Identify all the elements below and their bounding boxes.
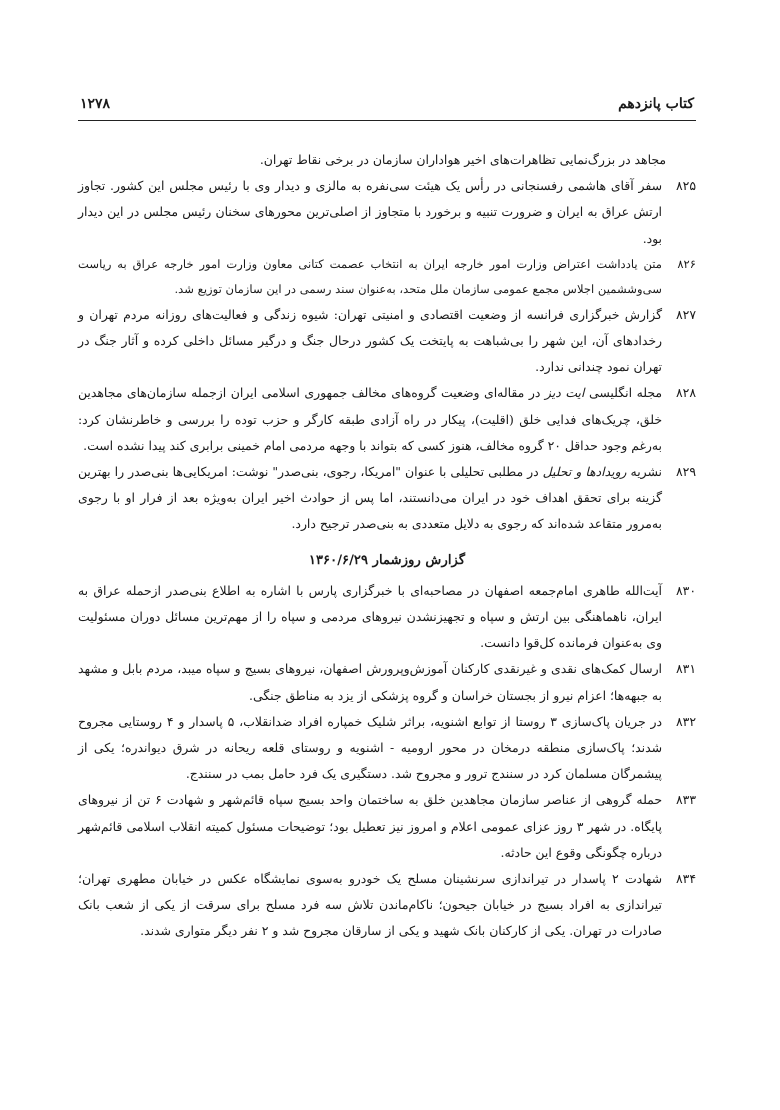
entry-text: در جریان پاک‌سازی ۳ روستا از توابع اشنویه، براثر شلیک خمپاره افراد ضدانقلاب، ۵ پاسدار و ۴ روستایی مجروح شدند؛ پاک‌سازی منطقه درمخان در محور ارومیه - اشنویه و روستای قلعه ریحانه در شرق دیواندره؛ یکی از پیشمرگان مسلمان کرد در سنندج ترور و مجروح شد. دستگیری یک فرد حامل بمب در سنندج.: [78, 713, 662, 782]
entry-number: ۸۳۰: [676, 582, 696, 598]
entry-text-before: نشریه: [626, 464, 662, 480]
publication-title: رویدادها و تحلیل: [542, 464, 627, 480]
page-number: ۱۲۷۸: [80, 96, 111, 112]
entry-number: ۸۳۱: [676, 661, 696, 677]
entry-833: [78, 787, 696, 866]
entry-832: [78, 709, 696, 788]
book-title: کتاب پانزدهم: [618, 96, 694, 112]
entry-text: گزارش خبرگزاری فرانسه از وضعیت اقتصادی و امنیتی تهران: شیوه زندگی و فعالیت‌های روزانه مردم تهران و رخدادهای آن، این شهر را بی‌شباهت به پایتخت یک کشور درحال جنگ و درگیر مسائل داخلی کرده و آثار جنگ در تهران نمود چندانی ندارد.: [78, 306, 662, 375]
entry-831: [78, 656, 696, 708]
entry-text: حمله گروهی از عناصر سازمان مجاهدین خلق به ساختمان واحد بسیج سپاه قائم‌شهر و شهادت ۶ تن از نیروهای پایگاه. در شهر ۳ روز عزای عمومی اعلام و امروز نیز تعطیل بود؛ توضیحات مسئول کمیته انقلاب اسلامی قائم‌شهر درباره چگونگی وقوع این حادثه.: [78, 792, 663, 860]
entry-number: ۸۲۸: [676, 385, 696, 401]
entry-825: [78, 173, 696, 252]
section-heading: گزارش روزشمار ۱۳۶۰/۶/۲۹: [308, 552, 466, 568]
entry-829: [78, 459, 696, 538]
page-header: [78, 88, 696, 121]
entry-830: [78, 578, 696, 657]
publication-title: ایت دیز: [544, 385, 585, 401]
entry-text: شهادت ۲ پاسدار در تیراندازی سرنشینان مسلح یک خودرو به‌سوی نمایشگاه عکس در خیابان مطهری تهران؛ تیراندازی به افراد بسیج در خیابان جیحون؛ ناکام‌ماندن تلاش سه فرد مسلح برای سرقت از یکی از شعب بانک صادرات در تهران. یکی از کارکنان بانک شهید و یکی از سارقان مجروح شد و ۲ نفر دیگر متواری شدند.: [78, 871, 662, 939]
entry-text: متن یادداشت اعتراض وزارت امور خارجه ایران به انتخاب عصمت کتانی معاون وزارت امور خارجه عراق به ریاست سی‌وششمین اجلاس مجمع عمومی سازمان ملل متحد، به‌عنوان سند رسمی در این سازمان توزیع شد.: [78, 256, 662, 296]
entry-text: [78, 380, 662, 459]
page-content: [78, 147, 696, 945]
entry-number: ۸۳۳: [676, 792, 696, 808]
entry-number: ۸۳۴: [676, 871, 696, 887]
entry-text: آیت‌الله طاهری امام‌جمعه اصفهان در مصاحبه‌ای با خبرگزاری پارس با اشاره به اطلاع بنی‌صدر ازحمله عراق به ایران، ناهماهنگی بین ارتش و سپاه و تجهیزنشدن نیروهای مردمی و سپاه را از مهم‌ترین مسائل دوران مسئولیت وی به‌عنوان فرمانده کل‌قوا دانست.: [78, 582, 662, 651]
entry-number: ۸۲۹: [676, 464, 696, 480]
entry-number: ۸۲۵: [676, 178, 696, 194]
entry-number: ۸۲۷: [676, 306, 696, 322]
entry-text: ارسال کمک‌های نقدی و غیرنقدی کارکنان آموزش‌وپرورش اصفهان، نیروهای بسیج و سپاه میبد، مردم بابل و مشهد به جبهه‌ها؛ اعزام نیرو از بجستان خراسان و گروه پزشکی از یزد به مناطق جنگی.: [78, 661, 662, 703]
entry-text-before: مجله انگلیسی: [584, 385, 662, 401]
continuation-paragraph: مجاهد در بزرگ‌نمایی تظاهرات‌های اخیر هواداران سازمان در برخی نقاط تهران.: [259, 152, 666, 167]
entry-827: [78, 302, 696, 381]
entry-number: ۸۳۲: [676, 713, 696, 729]
entry-826: [78, 252, 696, 302]
entry-text: [78, 459, 662, 538]
entry-text: سفر آقای هاشمی رفسنجانی در رأس یک هیئت سی‌نفره به مالزی و دیدار وی با رئیس مجلس این کشور. تجاوز ارتش عراق به ایران و ضرورت تنبیه و برخورد با متجاوز از اصلی‌ترین محورهای سخنان رئیس مجلس در این دیدار بود.: [78, 178, 662, 246]
entry-text-after: در مقاله‌ای وضعیت گروه‌های مخالف جمهوری اسلامی ایران ازجمله سازمان‌های مجاهدین خلق، چریک‌های فدایی خلق (اقلیت)، پیکار در راه آزادی طبقه کارگر و حزب توده را بررسی و خاطرنشان کرد: به‌رغم وجود حداقل ۲۰ گروه مخالف، هنوز کسی که بتواند با وجهه مردمی امام خمینی برابری کند پیدا نشده است.: [78, 385, 662, 453]
entry-834: [78, 866, 696, 945]
entry-number: ۸۲۶: [677, 256, 696, 271]
entry-828: [78, 380, 696, 459]
entry-text-after: در مطلبی تحلیلی با عنوان "امریکا، رجوی، بنی‌صدر" نوشت: امریکایی‌ها بنی‌صدر را بهترین گزینه برای تحقق اهداف خود در ایران می‌دانستند، اما پس از حوادث اخیر ایران به‌ویژه بعد از فرار او با رجوی به‌مرور متقاعد شده‌اند که رجوی به دلایل متعددی به بنی‌صدر ترجیح دارد.: [78, 464, 662, 532]
